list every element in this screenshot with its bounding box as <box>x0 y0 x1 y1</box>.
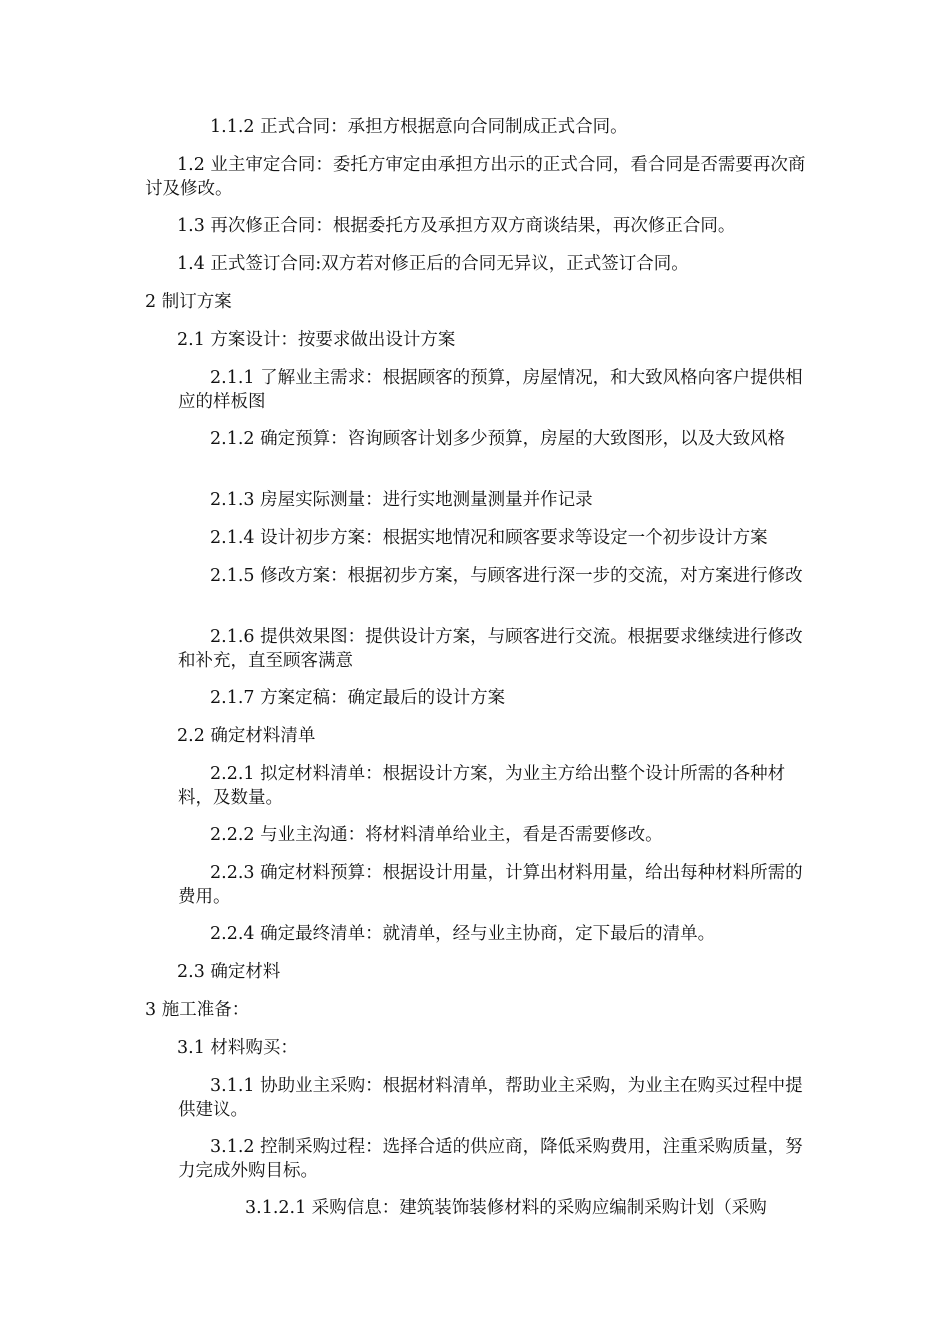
paragraph-3-1-1: 3.1.1 协助业主采购：根据材料清单，帮助业主采购，为业主在购买过程中提供建议。 <box>178 1076 803 1120</box>
paragraph-3-1-2: 3.1.2 控制采购过程：选择合适的供应商，降低采购费用，注重采购质量，努力完成外购目标。 <box>178 1137 803 1181</box>
heading-2-3: 2.3 确定材料 <box>177 962 281 982</box>
paragraph-2-2-1: 2.2.1 拟定材料清单：根据设计方案，为业主方给出整个设计所需的各种材料，及数量。 <box>178 764 786 808</box>
paragraph-2-1-2: 2.1.2 确定预算：咨询顾客计划多少预算，房屋的大致图形，以及大致风格 <box>210 429 786 449</box>
paragraph-2-2-3: 2.2.3 确定材料预算：根据设计用量，计算出材料用量，给出每种材料所需的费用。 <box>178 863 803 907</box>
paragraph-1-4: 1.4 正式签订合同:双方若对修正后的合同无异议，正式签订合同。 <box>177 254 689 274</box>
heading-3-1: 3.1 材料购买： <box>177 1038 298 1058</box>
paragraph-2-1-4: 2.1.4 设计初步方案：根据实地情况和顾客要求等设定一个初步设计方案 <box>210 528 768 548</box>
paragraph-2-1-6: 2.1.6 提供效果图：提供设计方案，与顾客进行交流。根据要求继续进行修改和补充，直至顾客满意 <box>178 627 803 671</box>
paragraph-1-1-2: 1.1.2 正式合同：承担方根据意向合同制成正式合同。 <box>210 117 628 137</box>
paragraph-2-1-5: 2.1.5 修改方案：根据初步方案，与顾客进行深一步的交流，对方案进行修改 <box>210 566 803 586</box>
paragraph-2-1-7: 2.1.7 方案定稿：确定最后的设计方案 <box>210 688 506 708</box>
heading-2: 2 制订方案 <box>145 292 232 312</box>
paragraph-2-2-2: 2.2.2 与业主沟通：将材料清单给业主，看是否需要修改。 <box>210 825 663 845</box>
paragraph-1-2: 1.2 业主审定合同：委托方审定由承担方出示的正式合同，看合同是否需要再次商讨及修改。 <box>145 155 806 199</box>
heading-2-2: 2.2 确定材料清单 <box>177 726 316 746</box>
heading-2-1: 2.1 方案设计：按要求做出设计方案 <box>177 330 456 350</box>
paragraph-2-1-1: 2.1.1 了解业主需求：根据顾客的预算，房屋情况，和大致风格向客户提供相应的样板图 <box>178 368 803 412</box>
paragraph-2-2-4: 2.2.4 确定最终清单：就清单，经与业主协商，定下最后的清单。 <box>210 924 716 944</box>
paragraph-1-3: 1.3 再次修正合同：根据委托方及承担方双方商谈结果，再次修正合同。 <box>177 216 736 236</box>
paragraph-3-1-2-1: 3.1.2.1 采购信息：建筑装饰装修材料的采购应编制采购计划（采购 <box>245 1198 767 1218</box>
paragraph-2-1-3: 2.1.3 房屋实际测量：进行实地测量测量并作记录 <box>210 490 593 510</box>
heading-3: 3 施工准备： <box>145 1000 250 1020</box>
